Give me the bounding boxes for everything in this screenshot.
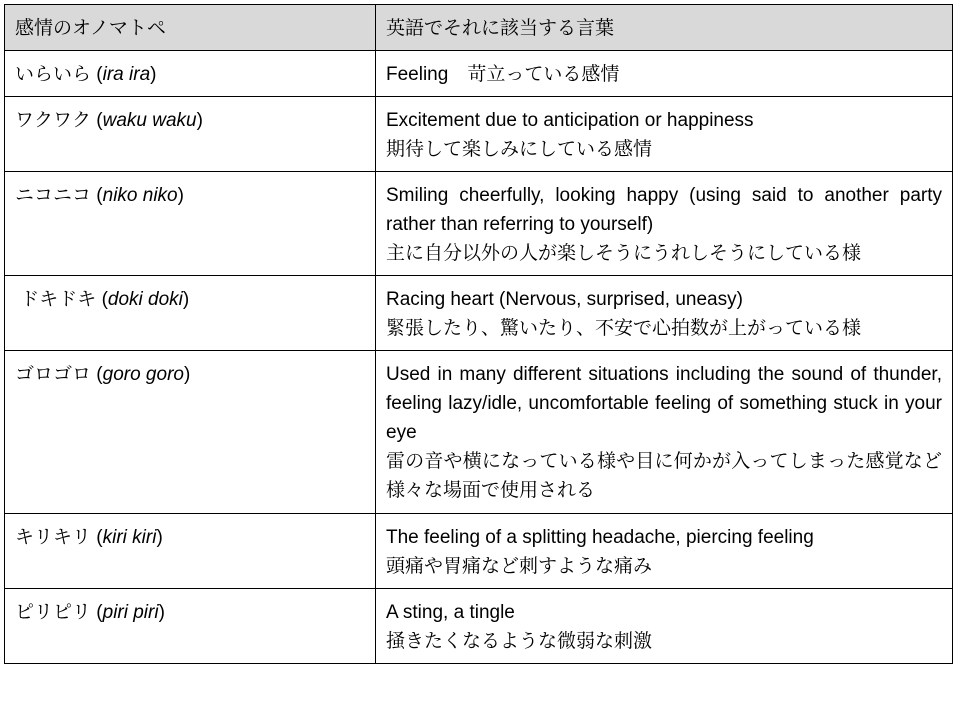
romaji: waku waku — [102, 110, 197, 131]
term-cell: ワクワク (waku waku) — [5, 97, 376, 172]
japanese-meaning: 緊張したり、驚いたり、不安で心拍数が上がっている様 — [386, 318, 862, 339]
romaji: goro goro — [102, 364, 184, 385]
table-row — [5, 351, 953, 514]
japanese-meaning: 雷の音や横になっている様や目に何かが入ってしまった感覚など様々な場面で使用される — [386, 451, 942, 501]
english-meaning: Smiling cheerfully, looking happy (using said to another party rather than referring to yourself) — [386, 185, 942, 235]
english-meaning: A sting, a tingle — [386, 602, 515, 623]
meaning-cell — [376, 51, 953, 97]
japanese-meaning: 頭痛や胃痛など刺すような痛み — [386, 556, 653, 577]
table-row — [5, 589, 953, 664]
onomatopoeia-table — [4, 4, 953, 664]
romaji: niko niko — [102, 185, 178, 206]
header-english-equivalent: 英語でそれに該当する言葉 — [376, 5, 953, 51]
english-meaning: Racing heart (Nervous, surprised, uneasy) — [386, 289, 743, 310]
term-cell: キリキリ (kiri kiri) — [5, 514, 376, 589]
meaning-cell — [376, 172, 953, 276]
header-onomatopoeia: 感情のオノマトペ — [5, 5, 376, 51]
romaji: doki doki — [107, 289, 183, 310]
meaning-cell — [376, 276, 953, 351]
japanese-meaning: 期待して楽しみにしている感情 — [386, 139, 653, 160]
english-meaning: Excitement due to anticipation or happiness — [386, 110, 754, 131]
term: いらいら — [15, 64, 92, 85]
table-row — [5, 97, 953, 172]
japanese-meaning: 主に自分以外の人が楽しそうにうれしそうにしている様 — [386, 243, 862, 264]
table-row — [5, 51, 953, 97]
table-row — [5, 276, 953, 351]
meaning-cell — [376, 514, 953, 589]
table-header-row — [5, 5, 953, 51]
term-cell: ピリピリ (piri piri) — [5, 589, 376, 664]
term-cell: いらいら (ira ira) — [5, 51, 376, 97]
term: ワクワク — [15, 110, 92, 131]
japanese-meaning: 掻きたくなるような微弱な刺激 — [386, 631, 653, 652]
term: ピリピリ — [15, 602, 92, 623]
romaji: kiri kiri — [102, 527, 157, 548]
table-row — [5, 514, 953, 589]
term-cell: ゴロゴロ (goro goro) — [5, 351, 376, 514]
romaji: ira ira — [102, 64, 151, 85]
english-meaning: Feeling — [386, 64, 449, 85]
term-cell: ドキドキ (doki doki) — [5, 276, 376, 351]
term: ゴロゴロ — [15, 364, 92, 385]
japanese-meaning: 苛立っている感情 — [467, 64, 620, 85]
term-cell: ニコニコ (niko niko) — [5, 172, 376, 276]
table-row — [5, 172, 953, 276]
meaning-cell — [376, 589, 953, 664]
meaning-cell — [376, 351, 953, 514]
term: ニコニコ — [15, 185, 92, 206]
meaning-cell — [376, 97, 953, 172]
term: キリキリ — [15, 527, 92, 548]
english-meaning: The feeling of a splitting headache, piercing feeling — [386, 527, 814, 548]
romaji: piri piri — [102, 602, 159, 623]
english-meaning: Used in many different situations including the sound of thunder, feeling lazy/idle, uncomfortable feeling of something stuck in your eye — [386, 364, 942, 443]
term: ドキドキ — [20, 289, 97, 310]
